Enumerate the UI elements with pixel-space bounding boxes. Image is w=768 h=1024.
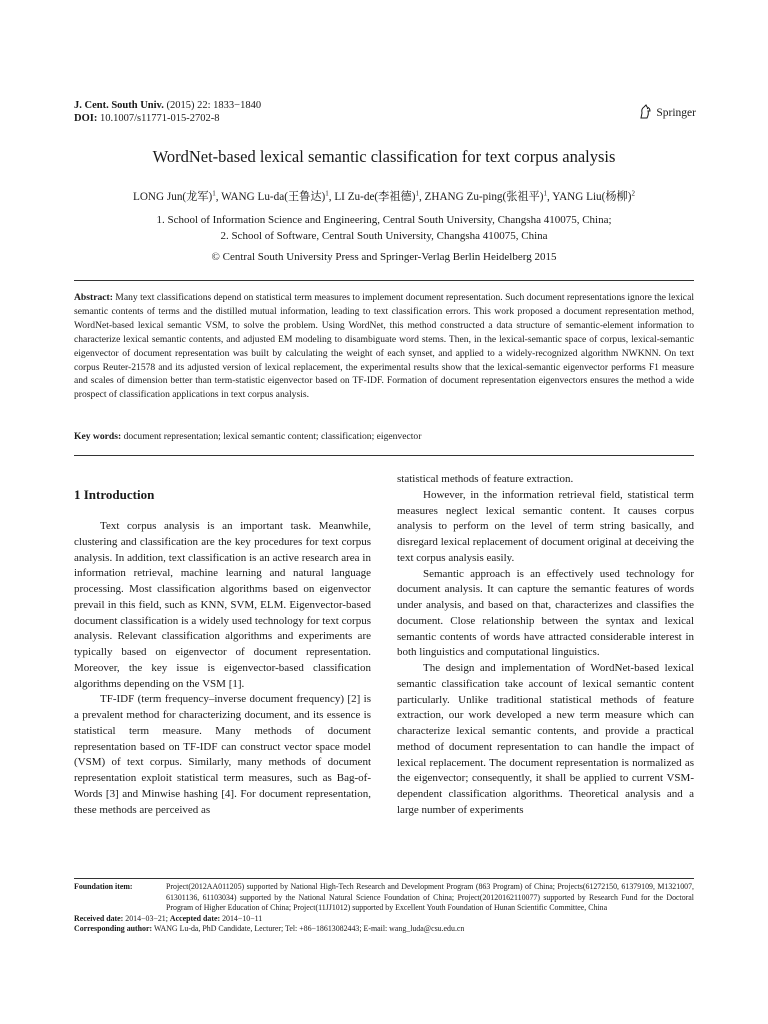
received-label: Received date: [74, 913, 124, 923]
journal-citation [74, 99, 261, 125]
doi-value[interactable]: 10.1007/s11771-015-2702-8 [97, 113, 220, 124]
journal-name: J. Cent. South Univ. [74, 100, 164, 111]
paragraph: Text corpus analysis is an important task. Meanwhile, clustering and classification are the key procedures for text corpus analysis. In addition, text classification is an active research area in information retrieval, machine learning and natural language processing. Most classification algorithms based on eigenvector prevail in this field, such as KNN, SVM, ELM. Eigenvector-based document classification is a widely used technology for text corpus analysis. Relevant classification algorithms and experiments are typically based on eigenvector of document representation. Moreover, the key issue is eigenvector-based classification algorithms depending on the VSM [1]. [74, 520, 371, 690]
publisher-logo [639, 104, 696, 122]
divider-top [74, 280, 694, 281]
accepted-value: 2014−10−11 [220, 913, 263, 923]
author-list [0, 188, 768, 204]
dates-line [74, 914, 694, 925]
journal-volume: (2015) 22: 1833−1840 [163, 100, 262, 111]
author: ZHANG Zu-ping(张祖平)$^1$, [424, 189, 553, 203]
footnotes [74, 882, 694, 935]
paragraph: However, in the information retrieval field, statistical term measures neglect lexical semantic content. It causes corpus analysis to perform on the level of term string basically, and disregard lexical replacement of document original at deceiving the text corpus analysis easily. [397, 488, 694, 564]
right-column [397, 472, 694, 819]
affiliation-2: 2. School of Software, Central South University, Changsha 410075, China [220, 230, 548, 242]
author: WANG Lu-da(王鲁达)$^1$, [221, 189, 335, 203]
corresponding-value: WANG Lu-da, PhD Candidate, Lecturer; Tel: +86−18613082443; E-mail: wang_luda@csu.edu.cn [152, 924, 465, 934]
corresponding-label: Corresponding author: [74, 924, 153, 934]
foundation-text: Project(2012AA011205) supported by National High-Tech Research and Development Program (863 Program) of China; Projects(61272150, 61379109, M1321007, 61301136, 61103034) supported by the National Natural Science Foundation of China; Project(20120162110077) supported by Research Fund for the Doctoral Program of Higher Education of China; Project(11JJ1012) supported by Excellent Youth Foundation of Hunan Scientific Committee, China [166, 882, 694, 913]
accepted-label: Accepted date: [169, 913, 221, 923]
springer-horse-icon [639, 104, 652, 122]
affiliation-1: 1. School of Information Science and Engineering, Central South University, Changsha 410075, China; [156, 214, 612, 226]
footnote-divider [74, 878, 694, 879]
foundation-label: Foundation item: [74, 882, 133, 891]
paper-title: WordNet-based lexical semantic classification for text corpus analysis [152, 147, 616, 166]
corresponding-line [74, 924, 694, 935]
publisher-name: Springer [656, 107, 696, 119]
author: LONG Jun(龙军)$^1$, [133, 189, 222, 203]
section-heading: 1 Introduction [74, 487, 155, 502]
paragraph: statistical methods of feature extraction. [397, 473, 574, 485]
author: LI Zu-de(李祖德)$^1$, [334, 189, 425, 203]
abstract-label: Abstract: [74, 292, 113, 303]
keywords-label: Key words: [74, 431, 122, 442]
foundation-item [74, 882, 694, 914]
author: YANG Liu(杨柳)$^2$ [552, 189, 635, 203]
paragraph: The design and implementation of WordNet-based lexical semantic classification take account of lexical semantic content particularly. Unlike traditional statistical methods of feature extraction, our work developed a new term measure which can characterize lexical semantic contents, and provide a practical method of document representation to can handle the impact of lexical replacement. The document representation is normalized as the eigenvector; consequently, it shall be applied to current VSM-dependent classification algorithms. Theoretical analysis and a large number of experiments [397, 662, 694, 816]
paragraph: TF-IDF (term frequency–inverse document frequency) [2] is a prevalent method for characterizing document, and its essence is statistical term measure. Many methods of document representation based on TF-IDF can construct vector space model (VSM) of text corpus. Similarly, many methods of document representation exploit statistical term measures, such as Bag-of-Words [3] and Minwise hashing [4]. For document representation, these methods are perceived as [74, 693, 371, 816]
left-column [74, 519, 371, 818]
abstract [74, 291, 694, 402]
paragraph: Semantic approach is an effectively used technology for document analysis. It can capture the semantic features of words under analysis, and based on that, characterizes and classifies the document. Close relationship between the syntax and lexical semantic contents of words have attracted considerable interest in both linguistics and computational linguistics. [397, 567, 694, 659]
abstract-text: Many text classifications depend on statistical term measures to implement document representation. Such document representations ignore the lexical semantic contents of terms and the distilled mutual information, leading to text classification errors. This work proposed a document representation method, WordNet-based lexical semantic VSM, to solve the problem. Using WordNet, this method constructed a data structure of semantic-element information to characterize lexical semantic contents, and adjusted EM modeling to disambiguate word stems. Then, in the lexical-semantic space of corpus, lexical-semantic eigenvector of document representation was built by calculating the weight of each synset, and applied to a widely-recognized algorithm NWKNN. On text corpus Reuter-21578 and its adjusted version of lexical replacement, the experimental results show that the lexical-semantic eigenvector performs F1 measure and scales of dimension better than term-statistic eigenvector based on TF-IDF. Formation of document representation eigenvectors ensures the method a wide prospect of classification applications in text corpus analysis. [74, 292, 694, 401]
copyright-line: © Central South University Press and Springer-Verlag Berlin Heidelberg 2015 [211, 251, 557, 263]
doi-label: DOI: [74, 113, 98, 124]
keywords [74, 431, 694, 442]
divider-bottom [74, 455, 694, 456]
keywords-text: document representation; lexical semantic content; classification; eigenvector [121, 431, 422, 442]
received-value: 2014−03−21; [123, 913, 170, 923]
